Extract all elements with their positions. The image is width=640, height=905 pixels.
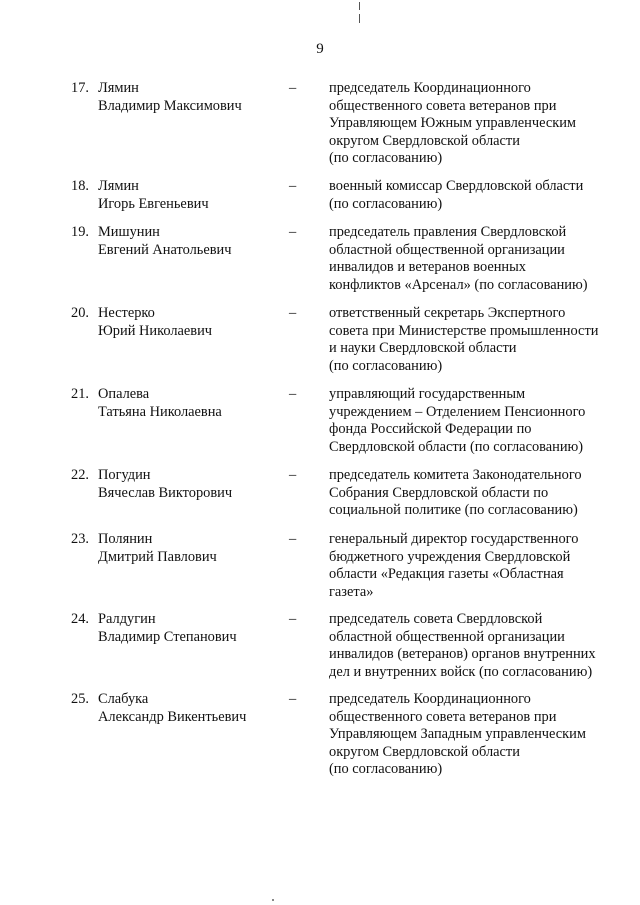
member-given-names: Татьяна Николаевна	[98, 403, 222, 420]
member-name	[98, 386, 222, 421]
member-position	[329, 224, 588, 294]
dash-separator: –	[289, 467, 297, 483]
position-line: Свердловской области (по согласованию)	[329, 438, 584, 455]
position-line: председатель совета Свердловской	[329, 611, 543, 627]
position-line: общественного совета ветеранов при	[329, 708, 557, 725]
position-line: областной общественной организации	[329, 241, 565, 258]
position-line: ответственный секретарь Экспертного	[329, 305, 566, 321]
position-line: Управляющем Западным управленческим	[329, 726, 586, 743]
position-line: бюджетного учреждения Свердловской	[329, 548, 571, 565]
dash-separator: –	[289, 386, 297, 402]
dash-separator: –	[289, 224, 297, 240]
member-surname: Опалева	[98, 386, 150, 402]
position-line: управляющий государственным	[329, 386, 526, 402]
member-given-names: Евгений Анатольевич	[98, 241, 232, 258]
item-number: 17.	[71, 80, 89, 96]
position-line: (по согласованию)	[329, 761, 443, 778]
dash-separator: –	[289, 80, 297, 96]
item-number: 19.	[71, 224, 89, 240]
position-line: газета»	[329, 583, 374, 600]
member-given-names: Юрий Николаевич	[98, 322, 213, 339]
item-number: 23.	[71, 531, 89, 547]
member-name	[98, 80, 242, 115]
item-number: 21.	[71, 386, 89, 402]
dash-separator: –	[289, 611, 297, 627]
position-line: военный комиссар Свердловской области	[329, 178, 584, 194]
member-position	[329, 611, 596, 681]
position-line: (по согласованию)	[329, 195, 443, 212]
member-name	[98, 178, 209, 213]
member-surname: Мишунин	[98, 224, 160, 240]
member-surname: Полянин	[98, 531, 153, 547]
position-line: инвалидов (ветеранов) органов внутренних	[329, 646, 596, 663]
page-number: 9	[316, 41, 324, 57]
dash-separator: –	[289, 305, 297, 321]
item-number: 24.	[71, 611, 89, 627]
member-position	[329, 691, 586, 779]
position-line: генеральный директор государственного	[329, 531, 579, 547]
member-position	[329, 80, 576, 168]
member-given-names: Владимир Степанович	[98, 628, 237, 645]
item-number: 22.	[71, 467, 89, 483]
position-line: областной общественной организации	[329, 628, 565, 645]
scan-mark	[359, 2, 360, 10]
position-line: округом Свердловской области	[329, 132, 520, 149]
member-given-names: Дмитрий Павлович	[98, 548, 217, 565]
position-line: председатель Координационного	[329, 691, 531, 707]
member-surname: Нестерко	[98, 305, 155, 321]
position-line: области «Редакция газеты «Областная	[329, 566, 564, 583]
position-line: (по согласованию)	[329, 150, 443, 167]
member-position	[329, 386, 585, 456]
member-surname: Ралдугин	[98, 611, 156, 627]
member-surname: Лямин	[98, 178, 139, 194]
position-line: Собрания Свердловской области по	[329, 484, 549, 501]
position-line: инвалидов и ветеранов военных	[329, 259, 526, 276]
position-line: общественного совета ветеранов при	[329, 97, 557, 114]
position-line: учреждением – Отделением Пенсионного	[329, 403, 586, 420]
member-position	[329, 178, 583, 213]
position-line: (по согласованию)	[329, 357, 443, 374]
position-line: округом Свердловской области	[329, 743, 520, 760]
scan-mark	[272, 899, 274, 901]
member-surname: Лямин	[98, 80, 139, 96]
member-given-names: Игорь Евгеньевич	[98, 195, 209, 212]
member-surname: Слабука	[98, 691, 149, 707]
scan-mark	[359, 14, 360, 23]
member-name	[98, 531, 217, 566]
position-line: председатель правления Свердловской	[329, 224, 567, 240]
dash-separator: –	[289, 531, 297, 547]
item-number: 25.	[71, 691, 89, 707]
member-name	[98, 305, 212, 340]
member-surname: Погудин	[98, 467, 151, 483]
member-position	[329, 467, 582, 520]
member-name	[98, 691, 246, 726]
item-number: 20.	[71, 305, 89, 321]
member-name	[98, 224, 231, 259]
position-line: фонда Российской Федерации по	[329, 421, 532, 438]
dash-separator: –	[289, 178, 297, 194]
member-given-names: Александр Викентьевич	[98, 708, 247, 725]
position-line: дел и внутренних войск (по согласованию)	[329, 663, 593, 680]
position-line: председатель комитета Законодательного	[329, 467, 582, 483]
position-line: конфликтов «Арсенал» (по согласованию)	[329, 276, 588, 293]
member-given-names: Владимир Максимович	[98, 97, 242, 114]
member-name	[98, 611, 237, 646]
member-position	[329, 531, 578, 601]
dash-separator: –	[289, 691, 297, 707]
position-line: совета при Министерстве промышленности	[329, 322, 599, 339]
position-line: председатель Координационного	[329, 80, 531, 96]
member-position	[329, 305, 598, 375]
item-number: 18.	[71, 178, 89, 194]
member-name	[98, 467, 232, 502]
position-line: Управляющем Южным управленческим	[329, 115, 577, 132]
member-given-names: Вячеслав Викторович	[98, 484, 233, 501]
position-line: и науки Свердловской области	[329, 340, 517, 357]
position-line: социальной политике (по согласованию)	[329, 502, 578, 519]
